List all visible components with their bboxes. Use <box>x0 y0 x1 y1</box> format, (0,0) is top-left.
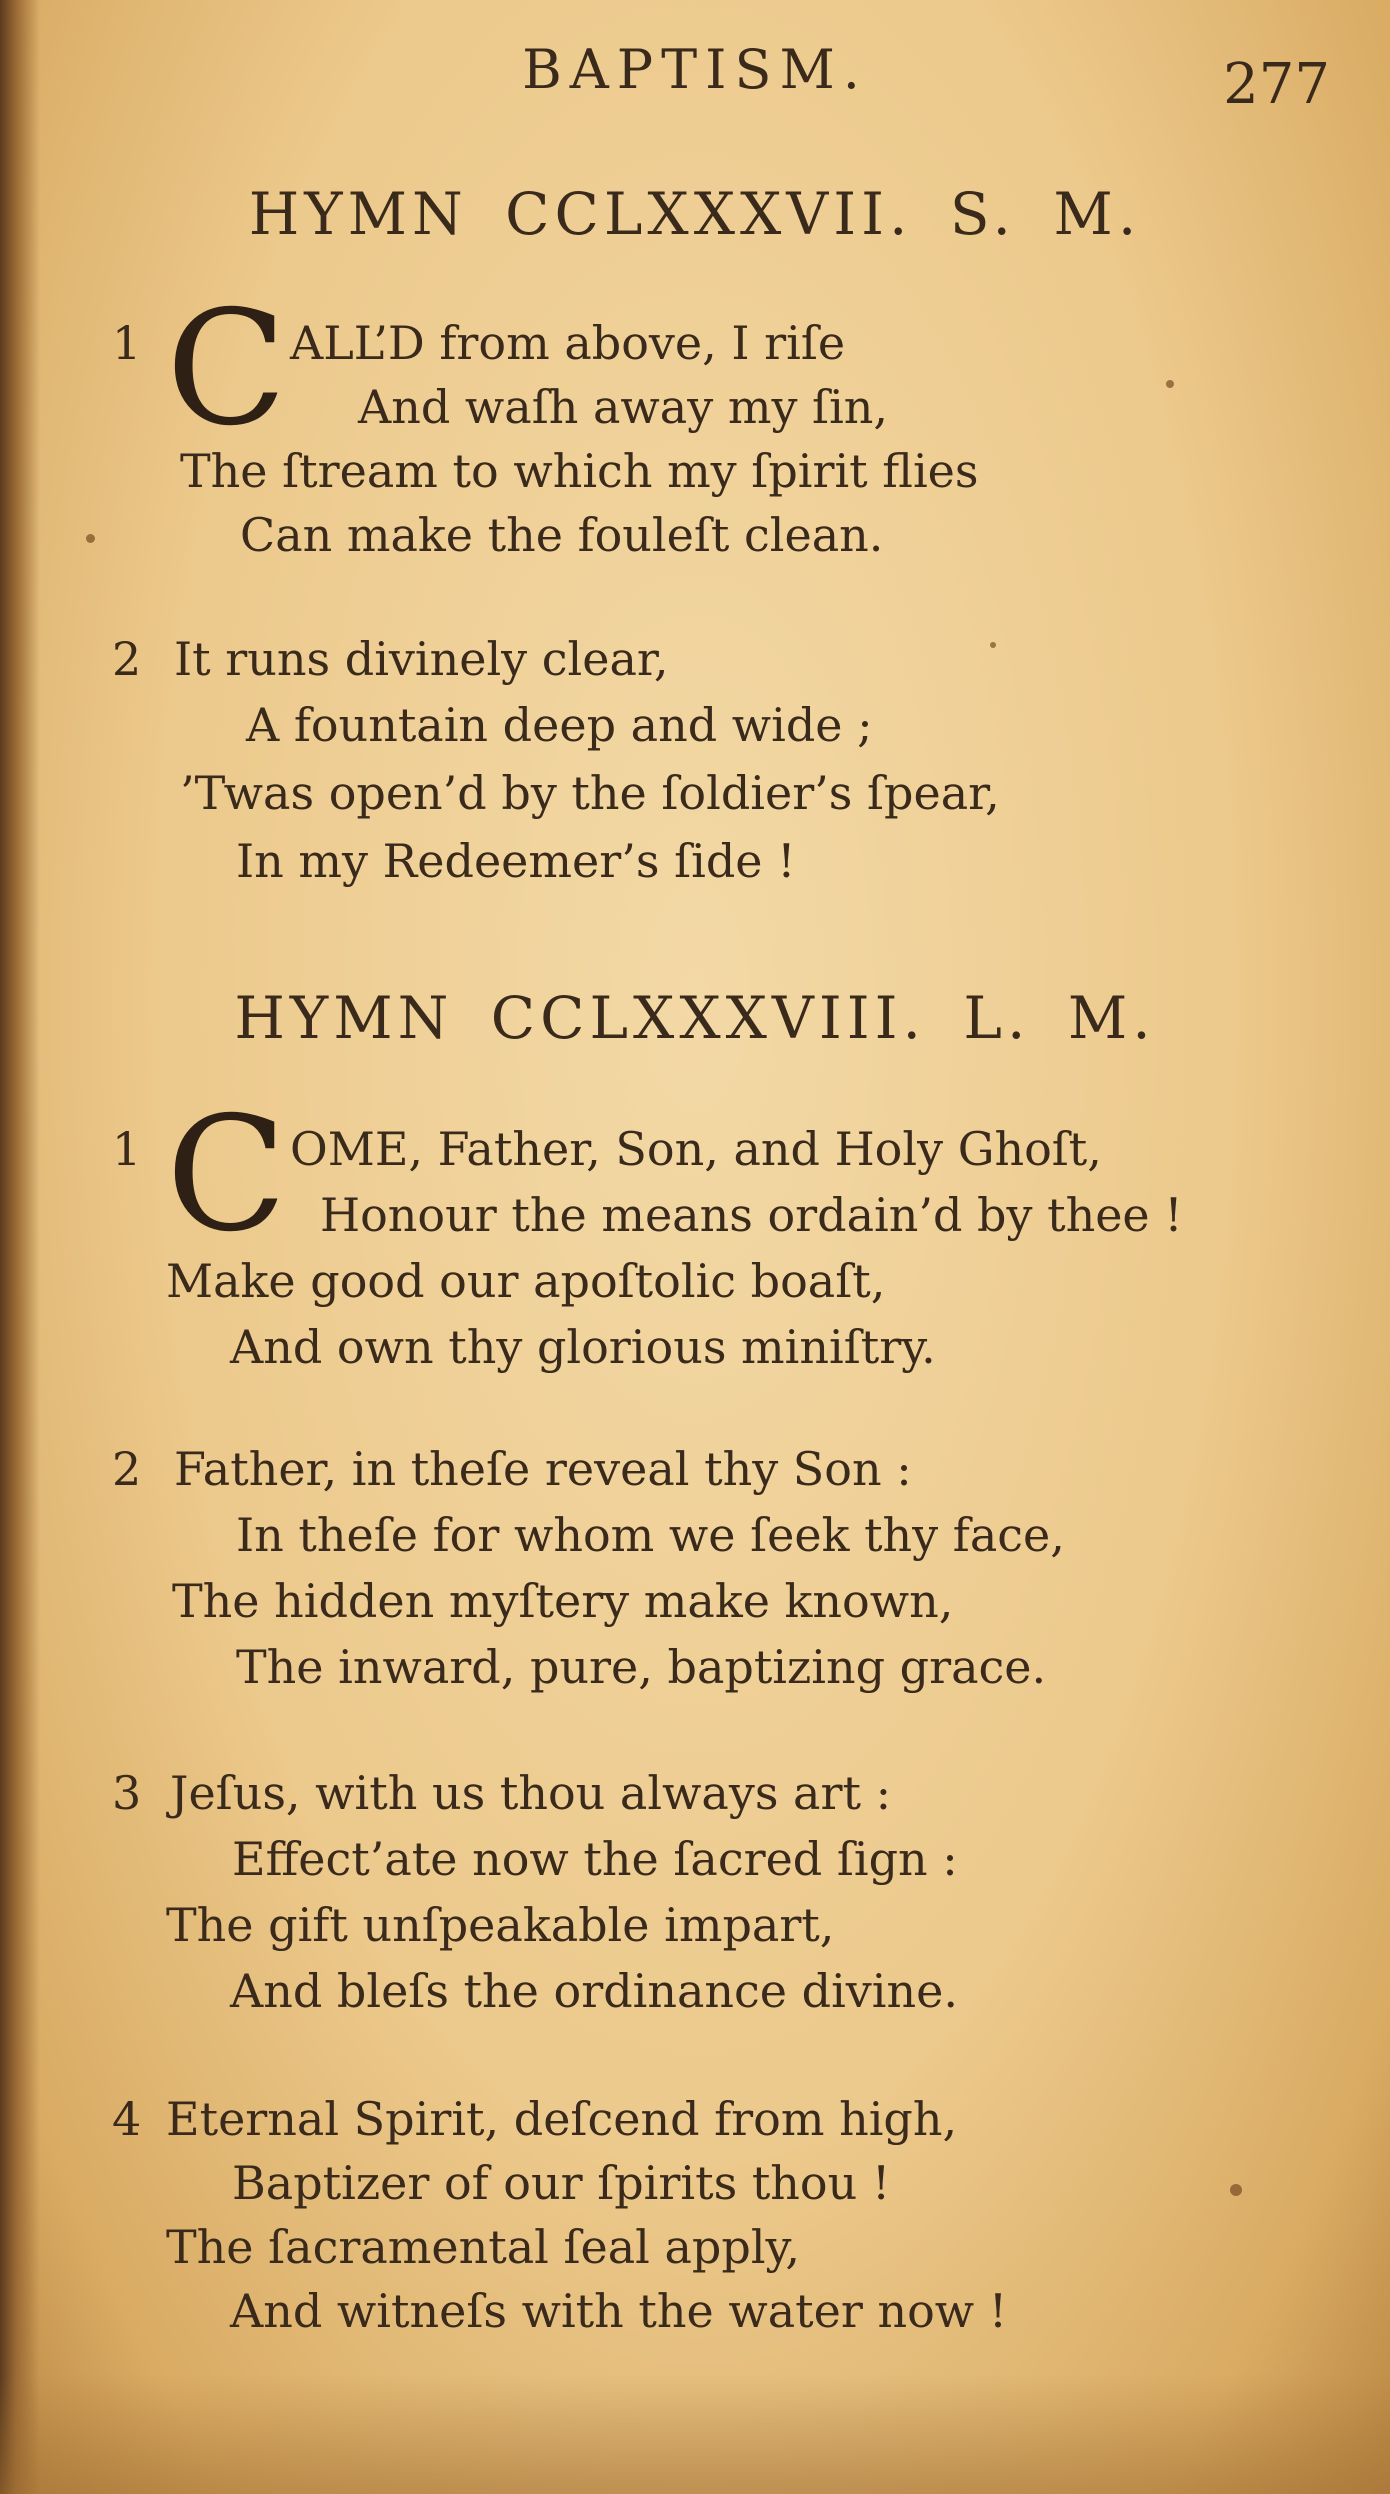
verse-line: Eternal Spirit, deſcend from high, <box>166 2092 958 2146</box>
verse-line: ALL’D from above, I riſe <box>290 316 846 370</box>
verse-line: Baptizer of our ſpirits thou ! <box>232 2156 891 2210</box>
hymn-title: HYMN CCLXXXVII. S. M. <box>248 180 1142 248</box>
foxing-spot <box>1230 2184 1242 2196</box>
verse-line: Honour the means ordain’d by thee ! <box>320 1188 1183 1242</box>
page-bottom-stain <box>0 2374 1390 2494</box>
verse-line: OME, Father, Son, and Holy Ghoſt, <box>290 1122 1102 1176</box>
foxing-spot <box>1166 380 1174 388</box>
verse-line: Make good our apoſtolic boaſt, <box>166 1254 886 1308</box>
verse-line: The ſacramental ſeal apply, <box>166 2220 801 2274</box>
verse-number: 1 <box>112 1122 142 1176</box>
verse-line: It runs divinely clear, <box>174 632 669 686</box>
running-head: BAPTISM. <box>522 38 868 101</box>
drop-cap: C <box>166 277 287 461</box>
verse-line: Jeſus, with us thou always art : <box>170 1766 892 1820</box>
verse-line: The ſtream to which my ſpirit flies <box>180 444 979 498</box>
verse-line: And waſh away my ſin, <box>358 380 889 434</box>
verse-number: 3 <box>112 1766 142 1820</box>
verse-line: ’Twas open’d by the ſoldier’s ſpear, <box>180 766 1000 820</box>
page-number: 277 <box>1223 52 1330 117</box>
verse-line: And witneſs with the water now ! <box>230 2284 1008 2338</box>
verse-number: 4 <box>112 2092 142 2146</box>
hymn-title: HYMN CCLXXXVIII. L. M. <box>234 984 1156 1052</box>
verse-number: 2 <box>112 1442 142 1496</box>
verse-line: In theſe for whom we ſeek thy face, <box>236 1508 1065 1562</box>
verse-line: The gift unſpeakable impart, <box>166 1898 835 1952</box>
verse-line: Can make the fouleſt clean. <box>240 508 884 562</box>
verse-number: 1 <box>112 316 142 370</box>
verse-line: And own thy glorious miniſtry. <box>230 1320 936 1374</box>
page-edge-shadow <box>0 0 40 2494</box>
verse-line: In my Redeemer’s ſide ! <box>236 834 796 888</box>
verse-line: The hidden myſtery make known, <box>172 1574 954 1628</box>
foxing-spot <box>990 642 996 648</box>
verse-line: The inward, pure, baptizing grace. <box>236 1640 1047 1694</box>
verse-line: A fountain deep and wide ; <box>246 698 873 752</box>
verse-line: And bleſs the ordinance divine. <box>230 1964 958 2018</box>
verse-number: 2 <box>112 632 142 686</box>
verse-line: Effect’ate now the ſacred ſign : <box>232 1832 958 1886</box>
foxing-spot <box>86 534 95 543</box>
verse-line: Father, in theſe reveal thy Son : <box>174 1442 912 1496</box>
drop-cap: C <box>166 1083 287 1267</box>
